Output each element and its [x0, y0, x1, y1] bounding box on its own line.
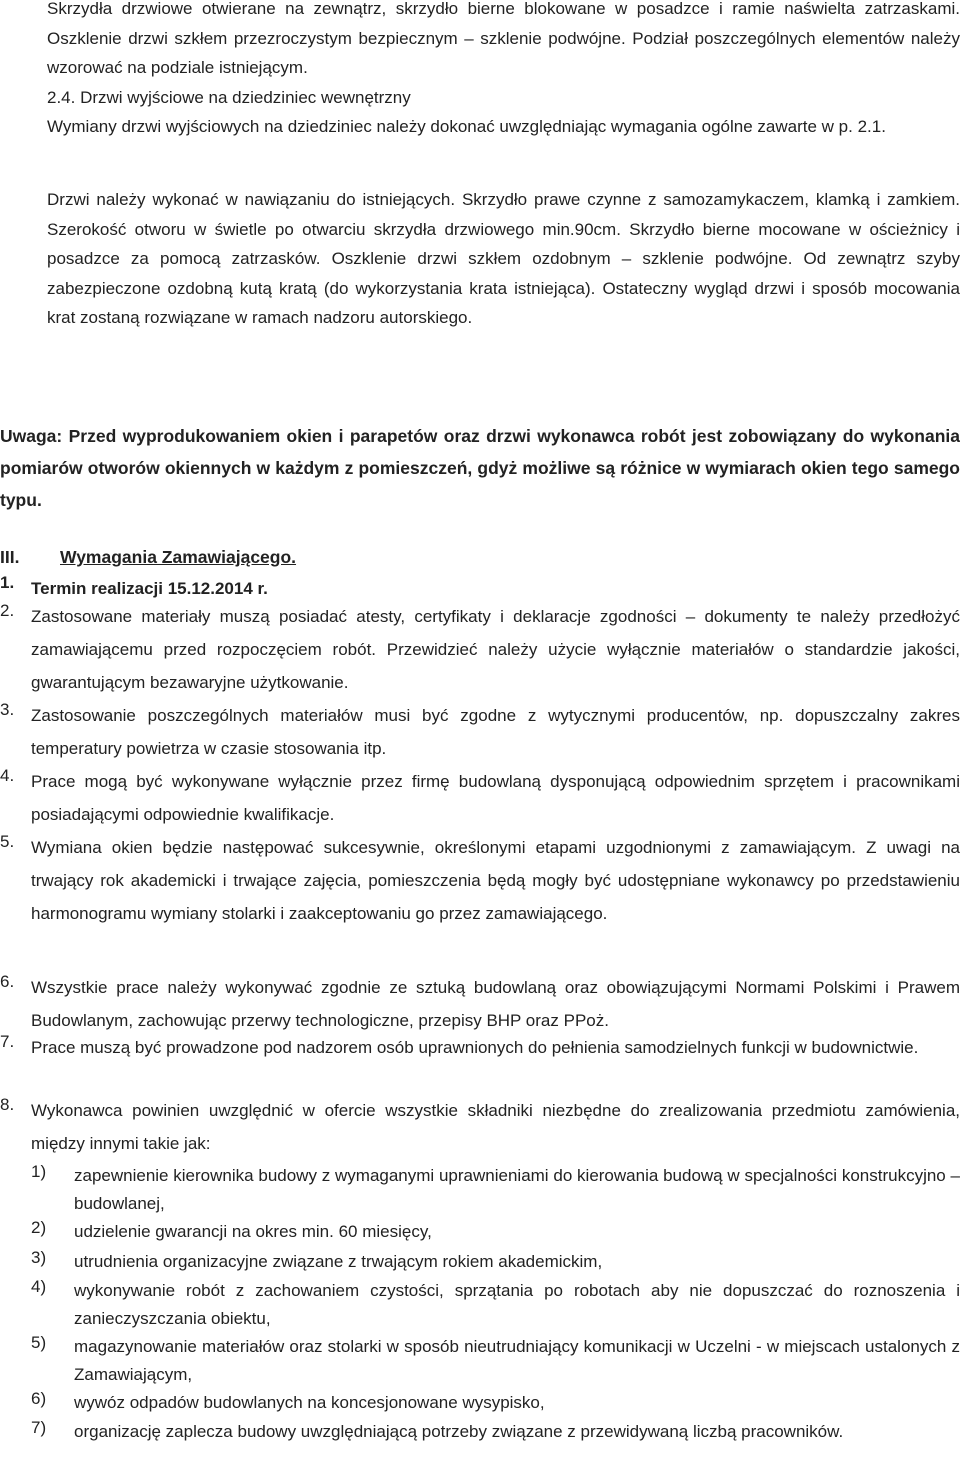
list-item [0, 832, 960, 930]
sub-item-number: 3) [31, 1248, 47, 1267]
list-item-text: Wymiana okien będzie następować sukcesywnie, określonymi etapami uzgodnionymi z zamawiającym. Z uwagi na trwający rok akademicki i trwające zajęcia, pomieszczenia będą mogły być udostępniane wykonawcy po przedstawieniu harmonogramu wymiany stolarki i zaakceptowaniu go przez zamawiającego. [31, 838, 960, 923]
sub-list-item [31, 1389, 960, 1417]
sub-list-item [31, 1333, 960, 1388]
paragraph-doors-opening: Skrzydła drzwiowe otwierane na zewnątrz, skrzydło bierne blokowane w posadzce i ramie naświelta zatrzaskami. Oszklenie drzwi szkłem przezroczystym bezpiecznym – szklenie podwójne. Podział poszczególnych elementów należy wzorować na podziale istniejącym. [47, 0, 960, 78]
list-item [0, 700, 960, 766]
sub-item-number: 6) [31, 1389, 47, 1408]
sub-item-number: 7) [31, 1418, 47, 1437]
sub-item-text: organizację zaplecza budowy uwzględniającą potrzeby związane z przewidywaną liczbą pracowników. [74, 1422, 844, 1441]
sub-item-text: wykonywanie robót z zachowaniem czystości, sprzątania po robotach aby nie dopuszczać do roznoszenia i zanieczyszczania obiektu, [74, 1281, 960, 1328]
sub-list-item [31, 1277, 960, 1332]
list-item-number: 6. [0, 972, 15, 991]
section-3-heading [0, 547, 296, 568]
list-item [0, 1032, 960, 1065]
list-item [0, 972, 960, 1038]
sub-item-number: 1) [31, 1162, 47, 1181]
list-item-number: 5. [0, 832, 15, 851]
list-item-text: Prace mogą być wykonywane wyłącznie przez firmę budowlaną dysponującą odpowiednim sprzętem i pracownikami posiadającymi odpowiednie kwalifikacje. [31, 772, 960, 824]
section-number: III. [0, 547, 20, 567]
list-item-number: 2. [0, 601, 15, 620]
sub-list-item [31, 1162, 960, 1217]
note-text: Uwaga: Przed wyprodukowaniem okien i parapetów oraz drzwi wykonawca robót jest zobowiązany do wykonania pomiarów otworów okiennych w każdym z pomieszczeń, gdyż możliwe są różnice w wymiarach okien tego samego typu. [0, 426, 960, 510]
list-item-number: 4. [0, 766, 15, 785]
list-item-number: 7. [0, 1032, 15, 1051]
section-title: Wymagania Zamawiającego. [60, 547, 297, 567]
list-item-text: Zastosowane materiały muszą posiadać atesty, certyfikaty i deklaracje zgodności – dokumenty te należy przedłożyć zamawiającemu przed rozpoczęciem robót. Przewidzieć należy użycie wyłącznie materiałów o standardzie jakości, gwarantującym bezawaryjne użytkowanie. [31, 607, 960, 692]
note-block [0, 420, 960, 516]
list-item [0, 601, 960, 699]
sub-item-number: 5) [31, 1333, 47, 1352]
sub-item-text: udzielenie gwarancji na okres min. 60 miesięcy, [74, 1222, 432, 1241]
sub-item-text: magazynowanie materiałów oraz stolarki w sposób nieutrudniający komunikacji w Uczelni - w miejscach ustalonych z Zamawiającym, [74, 1337, 960, 1384]
sub-item-number: 2) [31, 1218, 47, 1237]
list-item-number: 1. [0, 573, 15, 592]
paragraph-replacement-requirements: Wymiany drzwi wyjściowych na dziedziniec należy dokonać uwzględniając wymagania ogólne zawarte w p. 2.1. [47, 117, 886, 137]
list-item-text: Wszystkie prace należy wykonywać zgodnie ze sztuką budowlaną oraz obowiązującymi Normami Polskimi i Prawem Budowlanym, zachowując przerwy technologiczne, przepisy BHP oraz PPoż. [31, 978, 960, 1030]
list-item-text: Zastosowanie poszczególnych materiałów musi być zgodne z wytycznymi producentów, np. dopuszczalny zakres temperatury powietrza w czasie stosowania itp. [31, 706, 960, 758]
list-item-text: Prace muszą być prowadzone pod nadzorem osób uprawnionych do pełnienia samodzielnych funkcji w budownictwie. [31, 1038, 919, 1057]
sub-list-item [31, 1218, 960, 1246]
list-item-text: Termin realizacji 15.12.2014 r. [31, 579, 268, 598]
list-item [0, 1095, 960, 1161]
sub-item-text: zapewnienie kierownika budowy z wymaganymi uprawnieniami do kierowania budową w specjalności konstrukcyjno – budowlanej, [74, 1166, 960, 1213]
list-item [0, 766, 960, 832]
list-item-number: 8. [0, 1095, 15, 1114]
sub-item-text: wywóz odpadów budowlanych na koncesjonowane wysypisko, [74, 1393, 545, 1412]
sub-list-item [31, 1418, 960, 1446]
top-block [47, 0, 960, 142]
section-exit-doors [47, 185, 960, 333]
list-item-text: Wykonawca powinien uwzględnić w ofercie wszystkie składniki niezbędne do zrealizowania przedmiotu zamówienia, między innymi takie jak: [31, 1101, 960, 1153]
sub-item-number: 4) [31, 1277, 47, 1296]
heading-2-4: 2.4. Drzwi wyjściowe na dziedziniec wewnętrzny [47, 87, 411, 107]
paragraph-exit-doors: Drzwi należy wykonać w nawiązaniu do istniejących. Skrzydło prawe czynne z samozamykaczem, klamką i zamkiem. Szerokość otworu w świetle po otwarciu skrzydła drzwiowego min.90cm. Skrzydło bierne mocowane w ościeżnicy i posadzce za pomocą zatrzasków. Oszklenie drzwi szkłem ozdobnym – szklenie podwójne. Od zewnątrz szyby zabezpieczone ozdobną kutą kratą (do wykorzystania krata istniejąca). Ostateczny wygląd drzwi i sposób mocowania krat zostaną rozwiązane w ramach nadzoru autorskiego. [47, 190, 960, 328]
list-item-number: 3. [0, 700, 15, 719]
sub-item-text: utrudnienia organizacyjne związane z trwającym rokiem akademickim, [74, 1252, 603, 1271]
sub-list-item [31, 1248, 960, 1276]
